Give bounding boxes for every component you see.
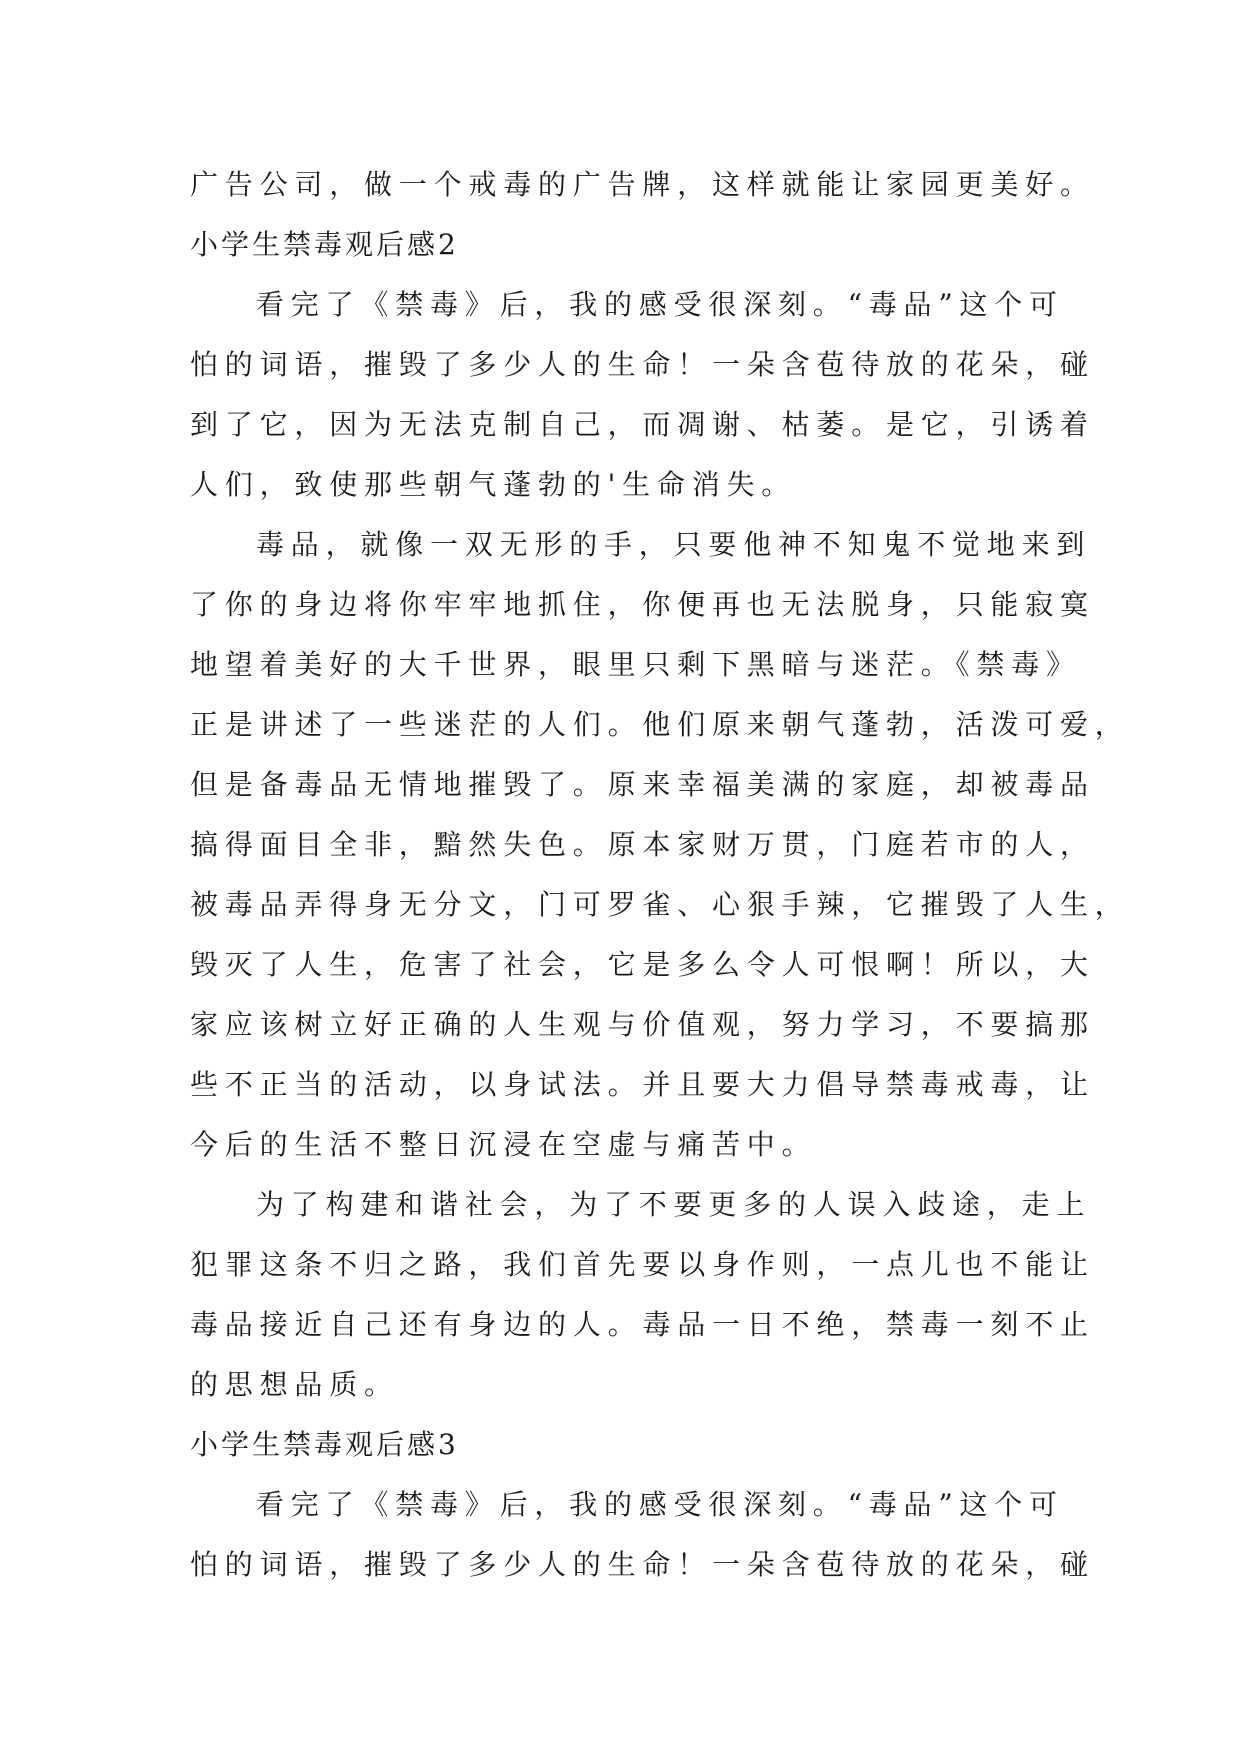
text-line: 些不正当的活动，以身试法。并且要大力倡导禁毒戒毒，让 xyxy=(190,1068,1095,1101)
text-line: 的思想品质。 xyxy=(190,1368,399,1401)
text-line: 搞得面目全非，黯然失色。原本家财万贯，门庭若市的人， xyxy=(190,828,1095,861)
paragraph-first-line: 毒品，就像一双无形的手，只要他神不知鬼不觉地来到 xyxy=(256,528,1092,561)
text-line: 正是讲述了一些迷茫的人们。他们原来朝气蓬勃，活泼可爱， xyxy=(190,708,1130,741)
text-line: 今后的生活不整日沉浸在空虚与痛苦中。 xyxy=(190,1128,817,1161)
text-line: 到了它，因为无法克制自己，而凋谢、枯萎。是它，引诱着 xyxy=(190,408,1095,441)
paragraph-first-line: 看完了《禁毒》后，我的感受很深刻。“毒品”这个可 xyxy=(256,288,1064,321)
document-body xyxy=(190,155,1130,1595)
text-line: 毁灭了人生，危害了社会，它是多么令人可恨啊！所以，大 xyxy=(190,948,1095,981)
text-line: 被毒品弄得身无分文，门可罗雀、心狠手辣，它摧毁了人生， xyxy=(190,888,1130,921)
text-line: 犯罪这条不归之路，我们首先要以身作则，一点儿也不能让 xyxy=(190,1248,1095,1281)
text-line: 但是备毒品无情地摧毁了。原来幸福美满的家庭，却被毒品 xyxy=(190,768,1095,801)
section-heading: 小学生禁毒观后感2 xyxy=(190,228,459,261)
text-line: 怕的词语，摧毁了多少人的生命！一朵含苞待放的花朵，碰 xyxy=(190,1548,1095,1581)
section-heading: 小学生禁毒观后感3 xyxy=(190,1428,459,1461)
text-line: 毒品接近自己还有身边的人。毒品一日不绝，禁毒一刻不止 xyxy=(190,1308,1095,1341)
text-line: 人们，致使那些朝气蓬勃的'生命消失。 xyxy=(190,468,797,501)
text-line: 广告公司，做一个戒毒的广告牌，这样就能让家园更美好。 xyxy=(190,168,1095,201)
paragraph-first-line: 看完了《禁毒》后，我的感受很深刻。“毒品”这个可 xyxy=(256,1488,1064,1521)
text-line: 了你的身边将你牢牢地抓住，你便再也无法脱身，只能寂寞 xyxy=(190,588,1095,621)
paragraph-first-line: 为了构建和谐社会，为了不要更多的人误入歧途，走上 xyxy=(256,1188,1092,1221)
text-line: 家应该树立好正确的人生观与价值观，努力学习，不要搞那 xyxy=(190,1008,1095,1041)
text-line: 地望着美好的大千世界，眼里只剩下黑暗与迷茫。《禁毒》 xyxy=(190,648,1081,681)
text-line: 怕的词语，摧毁了多少人的生命！一朵含苞待放的花朵，碰 xyxy=(190,348,1095,381)
